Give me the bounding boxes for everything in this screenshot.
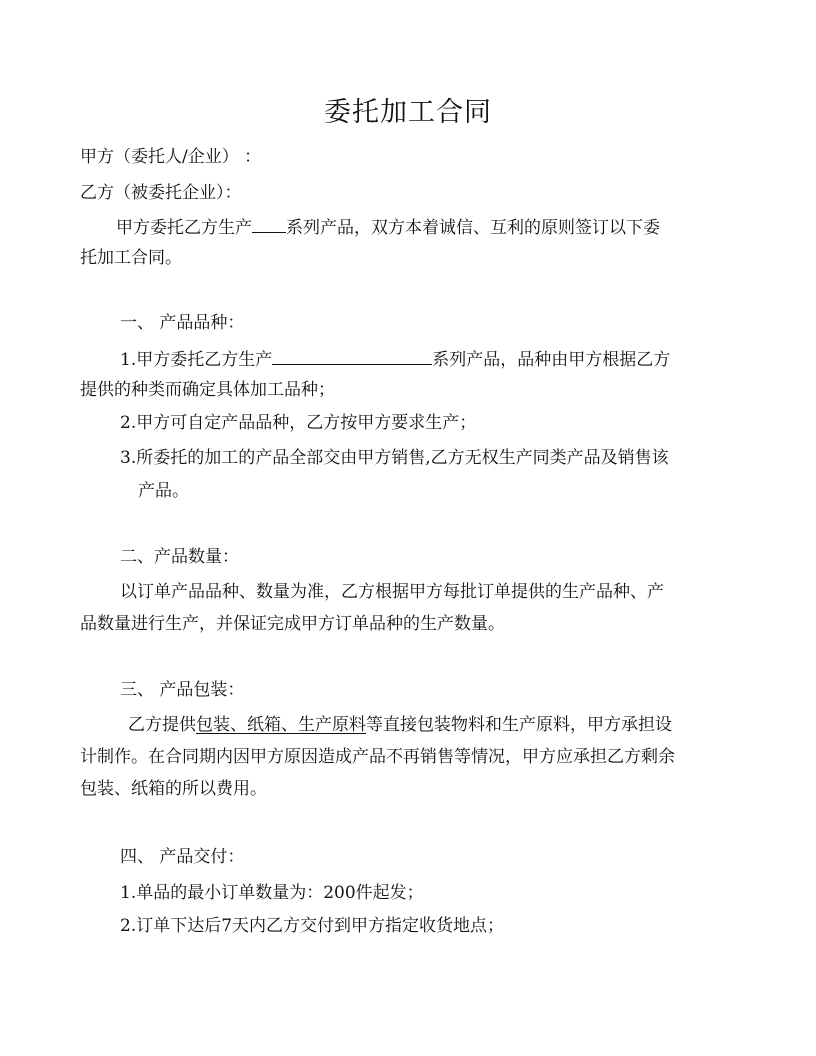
item-1-text-before-blank: 1.甲方委托乙方生产 <box>120 350 273 370</box>
intro-text-before-blank: 甲方委托乙方生产 <box>116 218 252 238</box>
section-1-heading: 一、 产品品种： <box>120 313 245 333</box>
product-blank[interactable] <box>252 215 286 233</box>
product-series-blank[interactable] <box>272 347 432 365</box>
party-a-line: 甲方（委托人/企业） ： <box>80 147 262 167</box>
section-2-paragraph-line-1: 以订单产品品种、数量为准，乙方根据甲方每批订单提供的生产品种、产 <box>120 582 664 602</box>
section-4-item-1: 1.单品的最小订单数量为：200件起发； <box>120 883 424 903</box>
section-4-heading: 四、 产品交付： <box>120 847 245 867</box>
party-b-line: 乙方（被委托企业）： <box>80 183 242 203</box>
intro-line-1 <box>116 215 660 239</box>
section-1-item-3-cont: 产品。 <box>138 481 189 501</box>
section-3-prefix: 乙方提供 <box>128 715 196 735</box>
section-1-item-1-cont: 提供的种类而确定具体加工品种； <box>80 380 335 400</box>
section-4-item-2: 2.订单下达后7天内乙方交付到甲方指定收货地点； <box>120 916 505 936</box>
section-1-item-2: 2.甲方可自定产品品种，乙方按甲方要求生产； <box>120 413 477 433</box>
section-3-heading: 三、 产品包装： <box>120 680 245 700</box>
section-3-paragraph-line-1 <box>128 714 672 736</box>
section-1-item-3: 3.所委托的加工的产品全部交由甲方销售,乙方无权生产同类产品及销售该 <box>120 448 669 468</box>
section-2-paragraph-line-2: 品数量进行生产，并保证完成甲方订单品种的生产数量。 <box>80 614 505 634</box>
intro-text-after-blank: 系列产品，双方本着诚信、互利的原则签订以下委 <box>286 218 660 238</box>
intro-line-2: 托加工合同。 <box>80 248 182 268</box>
section-3-paragraph-line-3: 包装、纸箱的所以费用。 <box>80 779 267 799</box>
section-3-underlined-materials: 包装、纸箱、生产原料 <box>196 715 366 735</box>
section-3-suffix: 等直接包装物料和生产原料，甲方承担设 <box>366 715 672 735</box>
section-3-paragraph-line-2: 计制作。在合同期内因甲方原因造成产品不再销售等情况，甲方应承担乙方剩余 <box>80 747 675 767</box>
item-1-text-after-blank: 系列产品，品种由甲方根据乙方 <box>432 350 671 370</box>
section-2-heading: 二、产品数量： <box>120 547 239 567</box>
document-title: 委托加工合同 <box>324 97 492 128</box>
section-1-item-1 <box>120 347 670 371</box>
